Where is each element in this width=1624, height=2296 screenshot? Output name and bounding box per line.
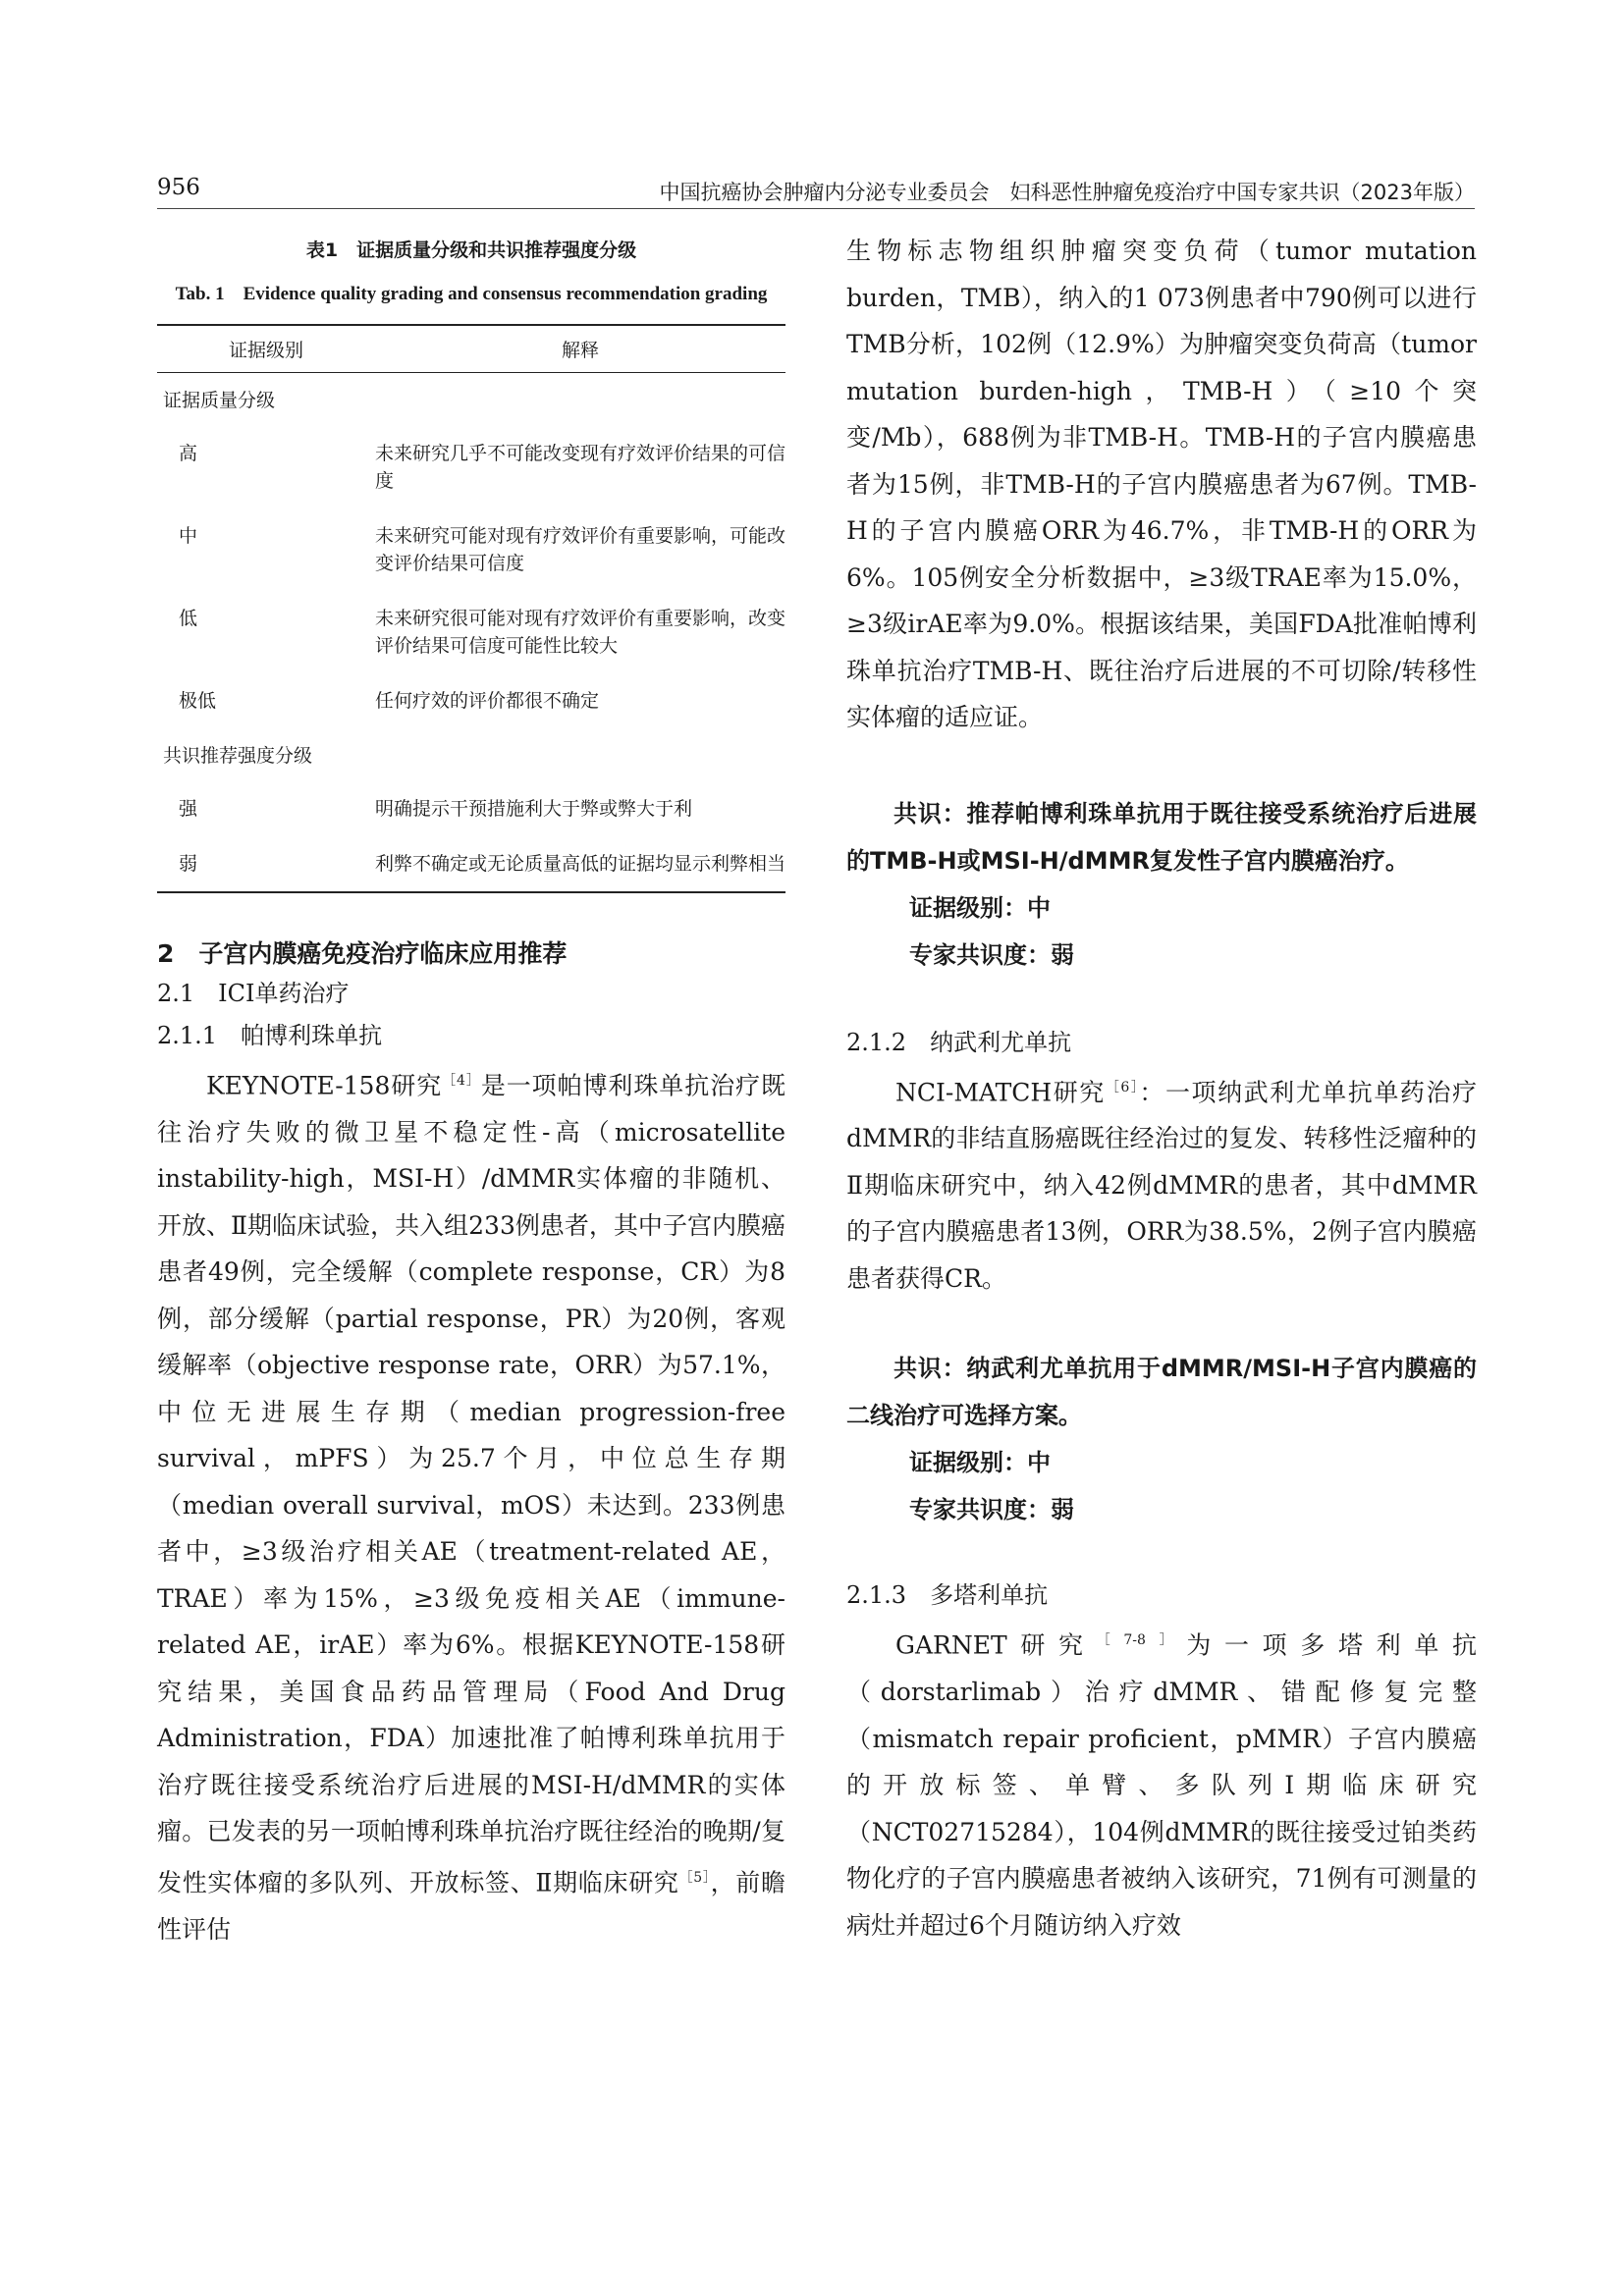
table-group-row [157, 728, 785, 781]
explain-cell: 任何疗效的评价都很不确定 [375, 690, 600, 712]
citation: ［6］ [1105, 1079, 1140, 1095]
consensus-degree: 专家共识度：弱 [909, 940, 1074, 969]
level-cell: 强 [179, 798, 198, 820]
left-column [157, 228, 785, 1952]
level-cell: 弱 [157, 836, 375, 892]
table-group-row [157, 373, 785, 427]
paragraph-text: ：一项纳武利尤单抗单药治疗dMMR的非结直肠癌既往经治过的复发、转移性泛瘤种的Ⅱ期临床研究中，纳入42例dMMR的患者，其中dMMR的子宫内膜癌患者13例，ORR为38.5%，2例子宫内膜癌患者获得CR。 [846, 1077, 1477, 1293]
paragraph-text: NCI-MATCH研究 [895, 1077, 1106, 1106]
citation: ［7-8］ [1096, 1632, 1187, 1649]
body-paragraph: 生物标志物组织肿瘤突变负荷（tumor mutation burden，TMB），纳入的1 073例患者中790例可以进行TMB分析，102例（12.9%）为肿瘤突变负荷高（tumor mutation burden-high，TMB-H）（≥10个突变/Mb），688例为非TMB-H。TMB-H的子宫内膜癌患者为15例，非TMB-H的子宫内膜癌患者为67例。TMB-H的子宫内膜癌ORR为46.7%，非TMB-H的ORR为6%。105例安全分析数据中，≥3级TRAE率为15.0%，≥3级irAE率为9.0%。根据该结果，美国FDA批准帕博利珠单抗治疗TMB-H、既往治疗后进展的不可切除/转移性实体瘤的适应证。 [846, 237, 1477, 731]
citation: ［4］ [442, 1073, 481, 1089]
table-caption-en: Tab. 1 Evidence quality grading and consensus recommendation grading [175, 284, 768, 304]
group-title: 共识推荐强度分级 [163, 745, 313, 767]
explain-cell: 未来研究很可能对现有疗效评价有重要影响，改变评价结果可信度可能性比较大 [375, 608, 786, 657]
body-paragraph [846, 1618, 1477, 1949]
paragraph-text: 是一项帕博利珠单抗治疗既往治疗失败的微卫星不稳定性-高（microsatellite instability-high，MSI-H）/dMMR实体瘤的非随机、开放、Ⅱ期临床试验，共入组233例患者，其中子宫内膜癌患者49例，完全缓解（complete response，CR）为8例，部分缓解（partial response，PR）为20例，客观缓解率（objective response rate，ORR）为57.1%，中位无进展生存期（median progression-free survival，mPFS）为25.7个月，中位总生存期（median overall survival，mOS）未达到。233例患者中，≥3级治疗相关AE（treatment-related AE，TRAE）率为15%，≥3级免疫相关AE（immune-related AE，irAE）率为6%。根据KEYNOTE-158研究结果，美国食品药品管理局（Food And Drug Administration，FDA）加速批准了帕博利珠单抗用于治疗既往接受系统治疗后进展的MSI-H/dMMR的实体瘤。已发表的另一项帕博利珠单抗治疗既往经治的晚期/复发性实体瘤的多队列、开放标签、Ⅱ期临床研究 [157, 1071, 785, 1897]
section-heading: 2 子宫内膜癌免疫治疗临床应用推荐 [157, 939, 568, 968]
subsubsection-heading: 2.1.3 多塔利单抗 [846, 1581, 1049, 1610]
evidence-level: 证据级别：中 [909, 1449, 1051, 1477]
level-cell: 极低 [179, 690, 217, 712]
level-cell: 中 [179, 525, 198, 547]
subsection-heading: 2.1 ICI单药治疗 [157, 980, 350, 1007]
table-caption-zh: 表1 证据质量分级和共识推荐强度分级 [305, 240, 637, 261]
table-row [157, 591, 785, 673]
explain-cell: 利弊不确定或无论质量高低的证据均显示利弊相当 [375, 836, 785, 892]
citation: ［5］ [678, 1869, 711, 1886]
table-row [157, 673, 785, 728]
running-title: 中国抗癌协会肿瘤内分泌专业委员会 妇科恶性肿瘤免疫治疗中国专家共识（2023年版） [659, 181, 1475, 204]
header-rule [157, 208, 1475, 209]
level-cell: 高 [179, 443, 198, 464]
consensus-statement: 共识：纳武利尤单抗用于dMMR/MSI-H子宫内膜癌的二线治疗可选择方案。 [846, 1355, 1477, 1430]
paragraph-text: GARNET研究 [895, 1630, 1097, 1660]
column-header-level: 证据级别 [157, 325, 375, 373]
body-paragraph [846, 1065, 1477, 1303]
group-title: 证据质量分级 [163, 390, 276, 411]
explain-cell: 明确提示干预措施利大于弊或弊大于利 [375, 798, 693, 820]
table-header-row [157, 325, 785, 373]
consensus-statement: 共识：推荐帕博利珠单抗用于既往接受系统治疗后进展的TMB-H或MSI-H/dMMR复发性子宫内膜癌治疗。 [846, 799, 1477, 875]
body-paragraph [157, 1058, 785, 1952]
evidence-level: 证据级别：中 [909, 893, 1051, 922]
subsubsection-heading: 2.1.2 纳武利尤单抗 [846, 1028, 1072, 1056]
table-row [157, 508, 785, 591]
page-number: 956 [157, 175, 200, 200]
explain-cell: 未来研究几乎不可能改变现有疗效评价结果的可信度 [375, 443, 786, 492]
column-header-explain: 解释 [375, 325, 785, 373]
level-cell: 低 [179, 608, 198, 629]
evidence-table [157, 324, 785, 893]
paragraph-text: KEYNOTE-158研究 [206, 1071, 443, 1100]
table-row [157, 426, 785, 508]
explain-cell: 未来研究可能对现有疗效评价有重要影响，可能改变评价结果可信度 [375, 525, 786, 574]
table-row [157, 781, 785, 836]
paragraph-text: ，前瞻性评估 [157, 1868, 785, 1944]
subsubsection-heading: 2.1.1 帕博利珠单抗 [157, 1022, 383, 1049]
right-column [846, 228, 1477, 1949]
paragraph-text: 为一项多塔利单抗（dorstarlimab）治疗dMMR、错配修复完整（mismatch repair proficient，pMMR）子宫内膜癌的开放标签、单臂、多队列Ⅰ期临床研究（NCT02715284），104例dMMR的既往接受过铂类药物化疗的子宫内膜癌患者被纳入该研究，71例有可测量的病灶并超过6个月随访纳入疗效 [846, 1630, 1477, 1940]
table-row [157, 836, 785, 892]
consensus-degree: 专家共识度：弱 [909, 1496, 1074, 1524]
